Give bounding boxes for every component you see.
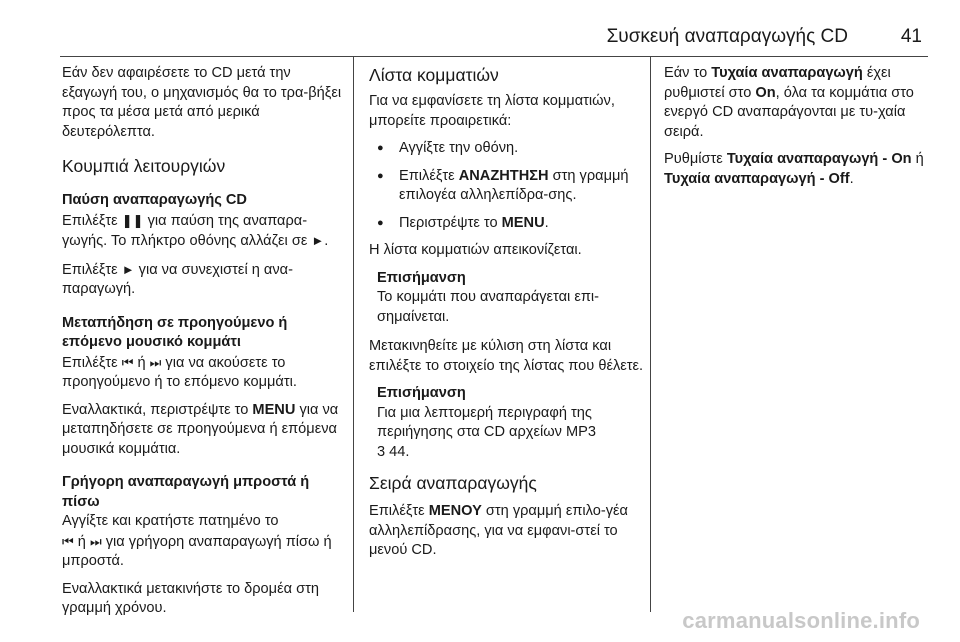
shuffle-setting-paragraph: Ρυθμίστε Τυχαία αναπαραγωγή - On ή Τυχαία αναπαραγωγή - Off.: [664, 151, 924, 187]
pause-icon: ❚❚: [121, 212, 144, 228]
note-title: Επισήμανση: [377, 269, 466, 286]
intro-paragraph: Εάν δεν αφαιρέσετε το CD μετά την εξαγωγή του, ο μηχανισμός θα το τρα-βήξει προς τα μέσα μετά από μερικά δευτερόλεπτα.: [62, 65, 342, 140]
play-order-paragraph: Επιλέξτε ΜΕΝΟΥ στη γραμμή επιλο-γέα αλληλεπίδρασης, για να εμφανι-στεί το μενού CD.: [369, 503, 628, 558]
fast-forward-paragraph: Αγγίξτε και κρατήστε πατημένο το ⏮ ή ⏭ για γρήγορη αναπαραγωγή πίσω ή μπροστά.: [62, 513, 332, 569]
previous-track-icon: ⏮: [121, 354, 134, 370]
heading-skip: Μεταπήδηση σε προηγούμενο ή επόμενο μουσικό κομμάτι: [62, 314, 288, 350]
resume-paragraph: Επιλέξτε ► για να συνεχιστεί η ανα-παραγωγή.: [62, 261, 293, 297]
heading-pause: Παύση αναπαραγωγής CD: [62, 192, 247, 208]
heading-play-order: Σειρά αναπαραγωγής: [369, 473, 537, 493]
play-icon: ►: [121, 261, 135, 277]
fast-forward-alt-paragraph: Εναλλακτικά μετακινήστε το δρομέα στη γραμμή χρόνου.: [62, 580, 319, 616]
track-list-options: [369, 139, 644, 233]
note-text: Το κομμάτι που αναπαράγεται επι-σημαίνεται.: [377, 289, 600, 325]
page-number: 41: [900, 26, 922, 47]
header-rule: [60, 56, 928, 57]
skip-alt-paragraph: Εναλλακτικά, περιστρέψτε το MENU για να μεταπηδήσετε σε προηγούμενα ή επόμενα μουσικά κομμάτια.: [62, 401, 339, 457]
list-item: ● Επιλέξτε ΑΝΑΖΗΤΗΣΗ στη γραμμή επιλογέα αλληλεπίδρα-σης.: [369, 167, 644, 206]
list-item: ● Περιστρέψτε το MENU.: [369, 214, 644, 234]
next-track-icon: ⏭: [149, 354, 162, 370]
shuffle-paragraph: Εάν το Τυχαία αναπαραγωγή έχει ρυθμιστεί στο On, όλα τα κομμάτια στο ενεργό CD αναπαράγονται με τυ-χαία σειρά.: [664, 65, 914, 140]
note-title: Επισήμανση: [377, 385, 466, 401]
column-divider-1: [353, 57, 354, 612]
column-1: [62, 64, 344, 627]
note-text: Για μια λεπτομερή περιγραφή της περιήγησης στα CD αρχείων MP3: [377, 404, 596, 440]
watermark: carmanualsonline.info: [682, 608, 920, 633]
section-title: Συσκευή αναπαραγωγής CD: [606, 26, 848, 47]
page-reference: 3 44.: [377, 443, 410, 460]
previous-track-icon: ⏮: [62, 533, 74, 549]
column-2: [369, 64, 644, 569]
scroll-paragraph: Μετακινηθείτε με κύλιση στη λίστα και επιλέξτε το στοιχείο της λίστας που θέλετε.: [369, 338, 644, 374]
next-track-icon: ⏭: [89, 533, 102, 549]
track-list-shown: Η λίστα κομματιών απεικονίζεται.: [369, 242, 582, 258]
column-3: [664, 64, 932, 197]
note-box: [369, 384, 644, 462]
page-header: [0, 0, 960, 56]
heading-function-buttons: Κουμπιά λειτουργιών: [62, 156, 226, 176]
note-box: [369, 269, 644, 328]
play-icon: ►: [311, 233, 325, 248]
column-divider-2: [650, 57, 651, 612]
heading-track-list: Λίστα κομματιών: [369, 65, 499, 85]
track-list-intro: Για να εμφανίσετε τη λίστα κομματιών, μπορείτε προαιρετικά:: [369, 93, 615, 129]
heading-fast-forward: Γρήγορη αναπαραγωγή μπροστά ή πίσω: [62, 474, 310, 510]
skip-paragraph: Επιλέξτε ⏮ ή ⏭ για να ακούσετε το προηγούμενο ή το επόμενο κομμάτι.: [62, 354, 297, 390]
list-item: ● Αγγίξτε την οθόνη.: [369, 139, 644, 159]
menu-label: MENU: [252, 401, 296, 418]
pause-paragraph: Επιλέξτε ❚❚ για παύση της αναπαρα-γωγής. Το πλήκτρο οθόνης αλλάζει σε ►.: [62, 212, 329, 249]
